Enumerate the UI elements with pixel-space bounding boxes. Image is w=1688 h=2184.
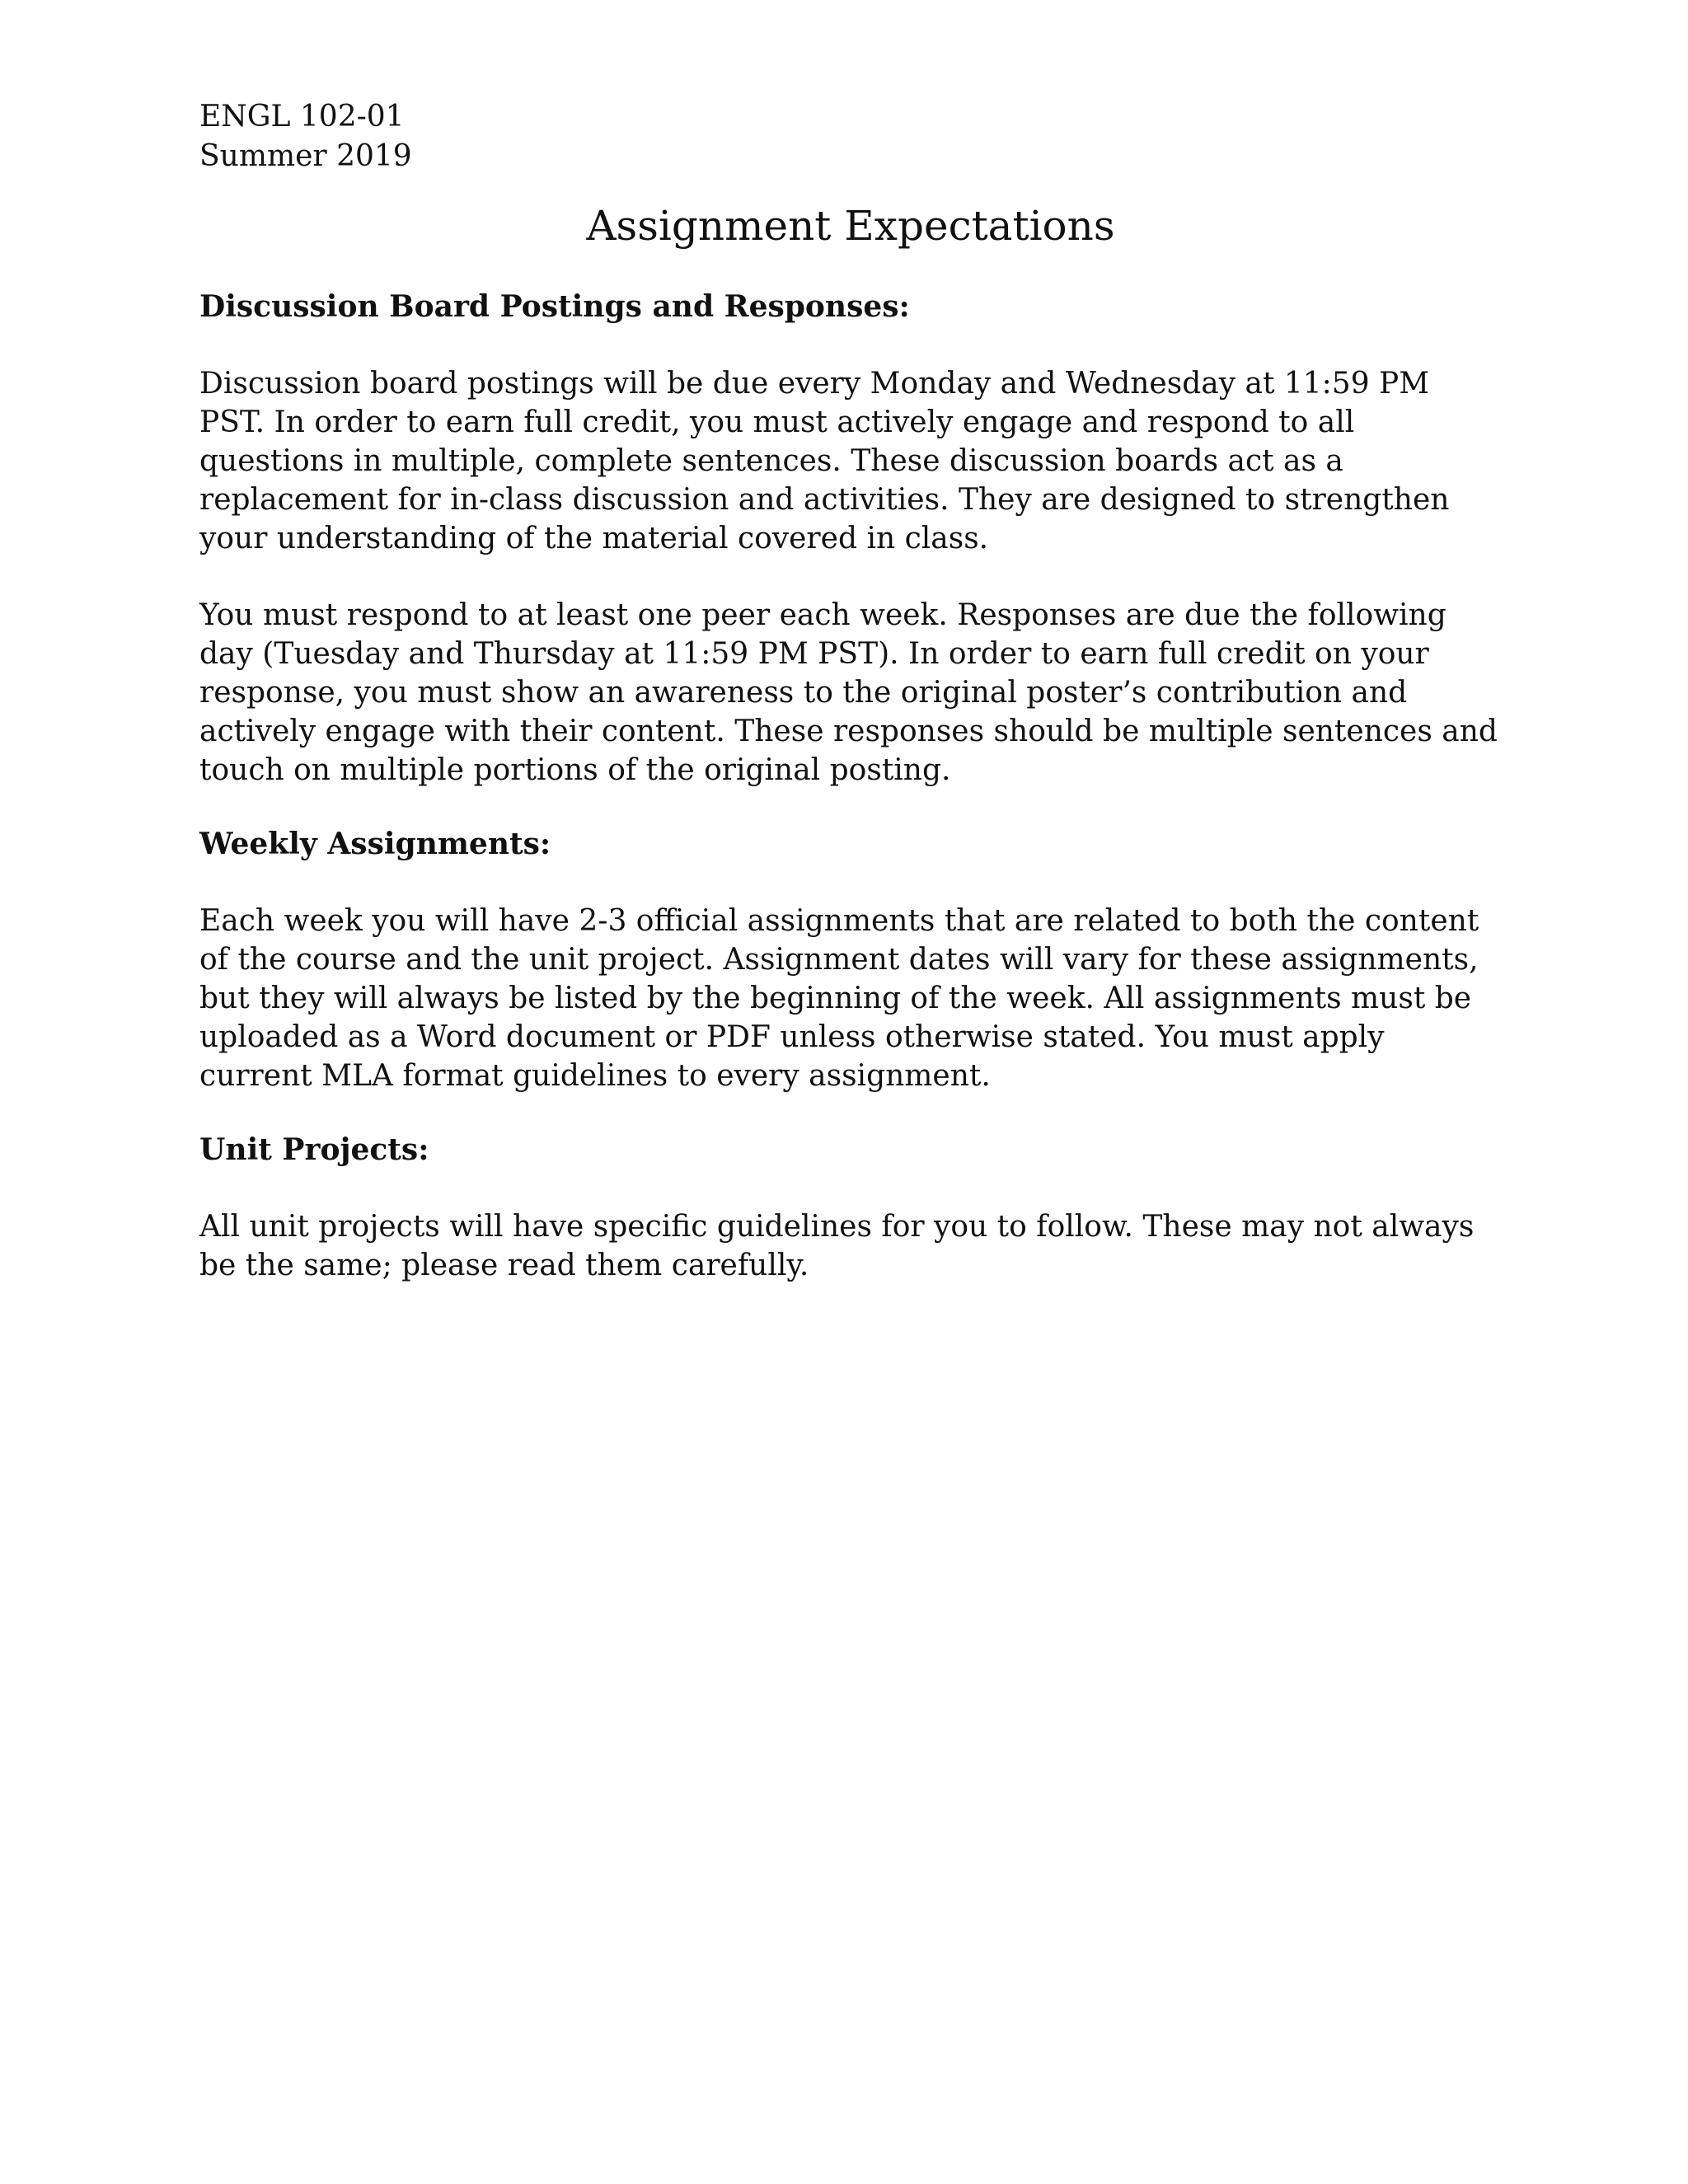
term: Summer 2019 <box>199 139 412 173</box>
paragraph: You must respond to at least one peer each week. Responses are due the following day (Tuesday and Thursday at 11:59 PM PST). In order to earn full credit on your response, you must show an awareness to the original poster’s contribution and actively engage with their content. These responses should be multiple sentences and touch on multiple portions of the original posting. <box>199 598 1498 787</box>
section-discussion-board <box>199 287 1502 790</box>
course-code: ENGL 102-01 <box>199 100 405 134</box>
document-page <box>199 97 1502 1285</box>
section-heading: Unit Projects: <box>199 1132 429 1167</box>
section-heading: Discussion Board Postings and Responses: <box>199 289 910 324</box>
page-title: Assignment Expectations <box>586 202 1115 250</box>
section-unit-projects <box>199 1130 1502 1285</box>
section-heading: Weekly Assignments: <box>199 827 551 861</box>
paragraph: Each week you will have 2-3 official assignments that are related to both the content of the course and the unit project. Assignment dates will vary for these assignments, but they will always be listed by the beginning of the week. All assignments must be uploaded as a Word document or PDF unless otherwise stated. You must apply current MLA format guidelines to every assignment. <box>199 904 1479 1093</box>
paragraph: Discussion board postings will be due every Monday and Wednesday at 11:59 PM PST. In order to earn full credit, you must actively engage and respond to all questions in multiple, complete sentences. These discussion boards act as a replacement for in-class discussion and activities. They are designed to strengthen your understanding of the material covered in class. <box>199 367 1450 555</box>
paragraph: All unit projects will have specific guidelines for you to follow. These may not always be the same; please read them carefully. <box>199 1210 1475 1282</box>
section-weekly-assignments <box>199 824 1502 1095</box>
